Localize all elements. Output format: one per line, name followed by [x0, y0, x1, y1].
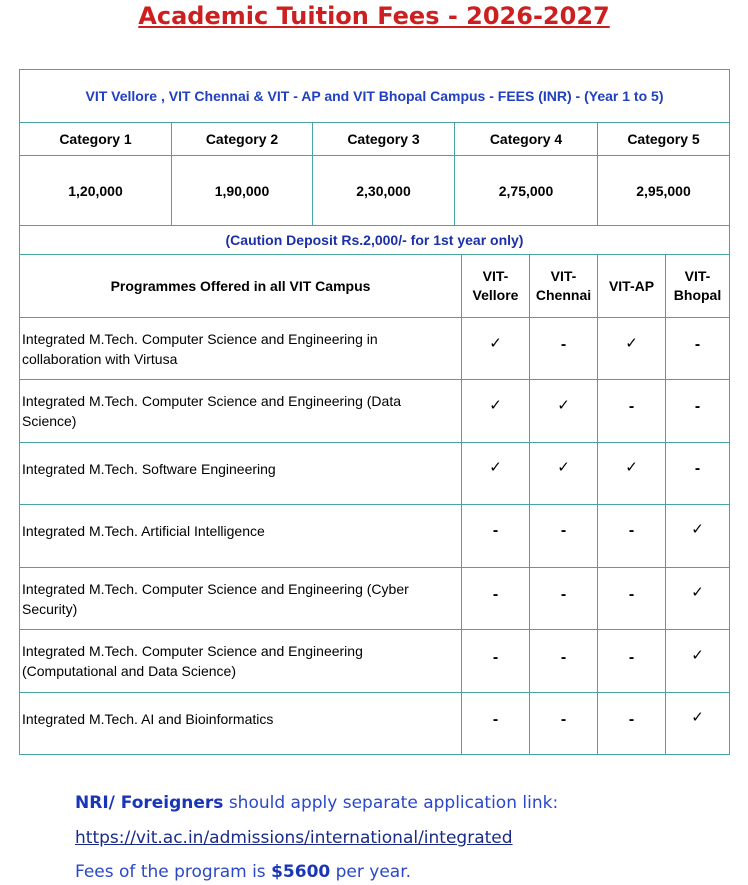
- category-label: Category 3: [347, 131, 420, 147]
- availability-cell: -: [628, 586, 635, 603]
- availability-cell: -: [628, 649, 635, 666]
- page-title: Academic Tuition Fees - 2026-2027: [138, 2, 610, 30]
- availability-cell: -: [560, 336, 567, 353]
- category-fee: 2,95,000: [636, 182, 691, 199]
- availability-cell: ✓: [625, 459, 638, 476]
- availability-cell: ✓: [691, 709, 704, 726]
- availability-cell: ✓: [557, 397, 570, 414]
- nri-fee-note: [75, 862, 411, 882]
- campus-column-header: VIT-Vellore: [472, 268, 519, 303]
- availability-cell: -: [560, 586, 567, 603]
- availability-cell: ✓: [489, 397, 502, 414]
- programmes-header: Programmes Offered in all VIT Campus: [110, 278, 371, 294]
- category-fee: 2,75,000: [498, 182, 554, 199]
- programme-name: Integrated M.Tech. Software Engineering: [22, 461, 276, 477]
- availability-cell: -: [560, 649, 567, 666]
- programme-name: Integrated M.Tech. Computer Science and Engineering (Cyber Security): [22, 580, 409, 617]
- availability-cell: -: [628, 711, 635, 728]
- caution-deposit-note: (Caution Deposit Rs.2,000/- for 1st year only): [225, 232, 524, 248]
- category-label: Category 2: [205, 131, 279, 147]
- programme-name: Integrated M.Tech. AI and Bioinformatics: [22, 711, 274, 727]
- category-label: Category 1: [59, 131, 132, 147]
- availability-cell: ✓: [489, 335, 502, 352]
- nri-text: should apply separate application link:: [223, 793, 559, 813]
- programme-name: Integrated M.Tech. Artificial Intelligence: [22, 523, 265, 539]
- category-fee: 1,90,000: [214, 182, 270, 199]
- international-admissions-link[interactable]: https://vit.ac.in/admissions/international/integrated: [75, 828, 513, 848]
- nri-label: NRI/ Foreigners: [75, 793, 224, 813]
- programme-name: Integrated M.Tech. Computer Science and Engineering (Computational and Data Science): [22, 643, 363, 679]
- international-link-row: [75, 828, 513, 848]
- availability-cell: -: [694, 398, 701, 415]
- fee-amount: $5600: [271, 862, 331, 882]
- availability-cell: ✓: [557, 459, 570, 476]
- availability-cell: -: [492, 711, 499, 728]
- category-label: Category 5: [627, 131, 700, 147]
- availability-cell: -: [492, 522, 499, 539]
- availability-cell: -: [694, 336, 701, 353]
- nri-note: [75, 793, 558, 813]
- campus-fees-header: VIT Vellore , VIT Chennai & VIT - AP and VIT Bhopal Campus - FEES (INR) - (Year 1 to 5): [85, 88, 664, 104]
- availability-cell: ✓: [489, 459, 502, 476]
- availability-cell: -: [628, 398, 635, 415]
- availability-cell: -: [628, 522, 635, 539]
- availability-cell: ✓: [691, 647, 704, 664]
- programme-name: Integrated M.Tech. Computer Science and Engineering (Data Science): [22, 393, 401, 429]
- availability-cell: -: [694, 460, 701, 477]
- fee-suffix: per year.: [330, 862, 412, 882]
- availability-cell: -: [492, 586, 499, 603]
- availability-cell: -: [492, 649, 499, 666]
- category-label: Category 4: [489, 131, 563, 147]
- category-fee: 1,20,000: [68, 182, 123, 199]
- campus-column-header: VIT-AP: [608, 278, 655, 294]
- campus-column-header: VIT-Bhopal: [673, 268, 722, 303]
- fee-prefix: Fees of the program is: [75, 862, 272, 882]
- category-fee: 2,30,000: [356, 182, 411, 199]
- campus-column-header: VIT-Chennai: [535, 268, 592, 303]
- availability-cell: -: [560, 711, 567, 728]
- programme-name: Integrated M.Tech. Computer Science and Engineering in collaboration with Virtusa: [22, 330, 378, 367]
- availability-cell: -: [560, 522, 567, 539]
- availability-cell: ✓: [691, 584, 704, 601]
- availability-cell: ✓: [691, 521, 704, 538]
- availability-cell: ✓: [625, 335, 638, 352]
